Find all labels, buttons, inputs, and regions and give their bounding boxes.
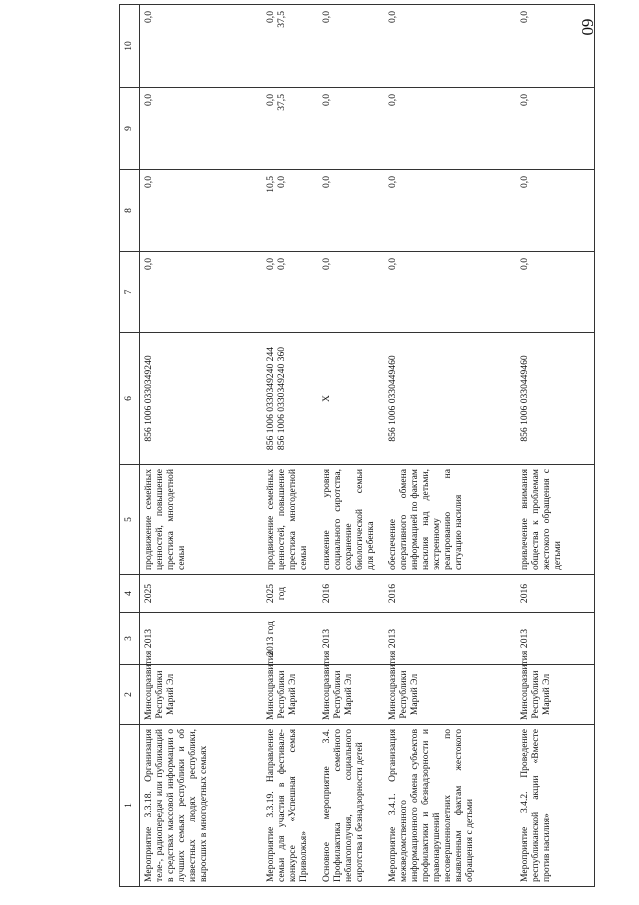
amount-cell — [318, 252, 384, 333]
amount-col9: 0,0 — [519, 94, 530, 106]
amount-cell — [140, 252, 263, 333]
column-header: 9 — [120, 88, 140, 170]
expected-result: продвижение семейных ценностей, повышение престижа многодетной семьи — [140, 465, 263, 575]
responsible-executor: Минсоцразвития Республики Марий Эл — [262, 665, 318, 725]
amount-cell — [384, 5, 516, 88]
page-number: 60 — [578, 18, 597, 36]
amount-cell — [516, 252, 595, 333]
start-year: 2013 год — [262, 613, 318, 665]
amount-col7: 0,0 — [143, 258, 154, 270]
amount-col9-secondary: 37,5 — [276, 94, 287, 111]
budget-code-cell — [262, 333, 318, 465]
table-row — [262, 5, 318, 887]
amount-col8: 0,0 — [321, 176, 332, 188]
column-header: 10 — [120, 5, 140, 88]
table-row — [516, 5, 595, 887]
measure-name: Мероприятие 3.4.2. Проведение республиканской акции «Вместе против насилия» — [516, 725, 595, 887]
amount-cell — [140, 170, 263, 252]
responsible-executor: Минсоцразвития Республики Марий Эл — [318, 665, 384, 725]
budget-code-cell — [140, 333, 263, 465]
amount-col8: 10,5 — [265, 176, 276, 193]
expected-result: снижение уровня социального сиротства, сохранение биологической семьи для ребенка — [318, 465, 384, 575]
amount-col8: 0,0 — [519, 176, 530, 188]
amount-col8: 0,0 — [143, 176, 154, 188]
end-year: 2016 — [516, 575, 595, 613]
table-row — [140, 5, 263, 887]
amount-cell — [262, 5, 318, 88]
measure-name: Мероприятие 3.4.1. Организация межведомственного информационного обмена субъектов профилактики и безнадзорности и правонарушений несовершеннолетних по выявленным фактам жестокого обращения с детьми — [384, 725, 516, 887]
amount-col8-secondary: 0,0 — [276, 176, 287, 188]
amount-col9: 0,0 — [321, 94, 332, 106]
column-header: 4 — [120, 575, 140, 613]
rotated-table-sheet — [119, 5, 624, 887]
end-year: 2025 — [140, 575, 263, 613]
amount-cell — [140, 88, 263, 170]
budget-code-cell — [318, 333, 384, 465]
amount-cell — [318, 88, 384, 170]
amount-col9: 0,0 — [387, 94, 398, 106]
column-header: 1 — [120, 725, 140, 887]
budget-code: 856 1006 0330349240 — [143, 355, 154, 442]
table-row — [384, 5, 516, 887]
end-year: 2025 год — [262, 575, 318, 613]
budget-code: 856 1006 0330449460 — [519, 355, 530, 442]
amount-col7: 0,0 — [265, 258, 276, 270]
amount-col7: 0,0 — [321, 258, 332, 270]
amount-col7: 0,0 — [519, 258, 530, 270]
column-header: 7 — [120, 252, 140, 333]
amount-cell — [516, 88, 595, 170]
budget-code: Х — [321, 395, 332, 402]
column-header: 8 — [120, 170, 140, 252]
amount-col10: 0,0 — [519, 11, 530, 23]
amount-cell — [384, 170, 516, 252]
responsible-executor: Минсоцразвития Республики Марий Эл — [140, 665, 263, 725]
column-header: 3 — [120, 613, 140, 665]
table-row — [318, 5, 384, 887]
program-measures-table — [119, 4, 595, 887]
amount-col10-secondary: 37,5 — [276, 11, 287, 28]
amount-cell — [140, 5, 263, 88]
column-header: 5 — [120, 465, 140, 575]
budget-code-cell — [384, 333, 516, 465]
amount-col10: 0,0 — [265, 11, 276, 23]
measure-name: Основное мероприятие 3.4. Профилактика семейного неблагополучия, социального сиротства и безнадзорности детей — [318, 725, 384, 887]
amount-col10: 0,0 — [143, 11, 154, 23]
amount-cell — [318, 5, 384, 88]
budget-code-secondary: 856 1006 0330349240 360 — [276, 346, 287, 451]
amount-col9: 0,0 — [265, 94, 276, 106]
amount-col7: 0,0 — [387, 258, 398, 270]
budget-code-cell — [516, 333, 595, 465]
amount-col7-secondary: 0,0 — [276, 258, 287, 270]
end-year: 2016 — [384, 575, 516, 613]
amount-col10: 0,0 — [387, 11, 398, 23]
amount-cell — [384, 252, 516, 333]
responsible-executor: Минсоцразвития Республики Марий Эл — [384, 665, 516, 725]
start-year: 2013 — [384, 613, 516, 665]
budget-code: 856 1006 0330349240 244 — [265, 346, 276, 451]
budget-code: 856 1006 0330449460 — [387, 355, 398, 442]
amount-cell — [516, 170, 595, 252]
amount-cell — [262, 252, 318, 333]
amount-cell — [318, 170, 384, 252]
header-row — [120, 5, 140, 887]
column-header: 2 — [120, 665, 140, 725]
amount-cell — [384, 88, 516, 170]
expected-result: обеспечение оперативного обмена информацией по фактам насилия над детьми, экстренному реагированию на ситуацию насилия — [384, 465, 516, 575]
expected-result: привлечение внимания общества к проблемам жестокого обращения с детьми — [516, 465, 595, 575]
end-year: 2016 — [318, 575, 384, 613]
responsible-executor: Минсоцразвития Республики Марий Эл — [516, 665, 595, 725]
start-year: 2013 — [140, 613, 263, 665]
start-year: 2013 — [318, 613, 384, 665]
amount-col8: 0,0 — [387, 176, 398, 188]
amount-cell — [262, 88, 318, 170]
amount-cell — [262, 170, 318, 252]
amount-cell — [516, 5, 595, 88]
start-year: 2013 — [516, 613, 595, 665]
expected-result: продвижение семейных ценностей, повышение престижа многодетной семьи — [262, 465, 318, 575]
amount-col10: 0,0 — [321, 11, 332, 23]
measure-name: Мероприятие 3.3.18. Организация теле-, радиопередач или публикаций в средствах массовой информации о лучших семьях республики и об известных людях республики, выросших в многодетных семьях — [140, 725, 263, 887]
measure-name: Мероприятие 3.3.19. Направление семьи для участия в фестивале-конкурсе «Успешная семья Приволжья» — [262, 725, 318, 887]
column-header: 6 — [120, 333, 140, 465]
amount-col9: 0,0 — [143, 94, 154, 106]
